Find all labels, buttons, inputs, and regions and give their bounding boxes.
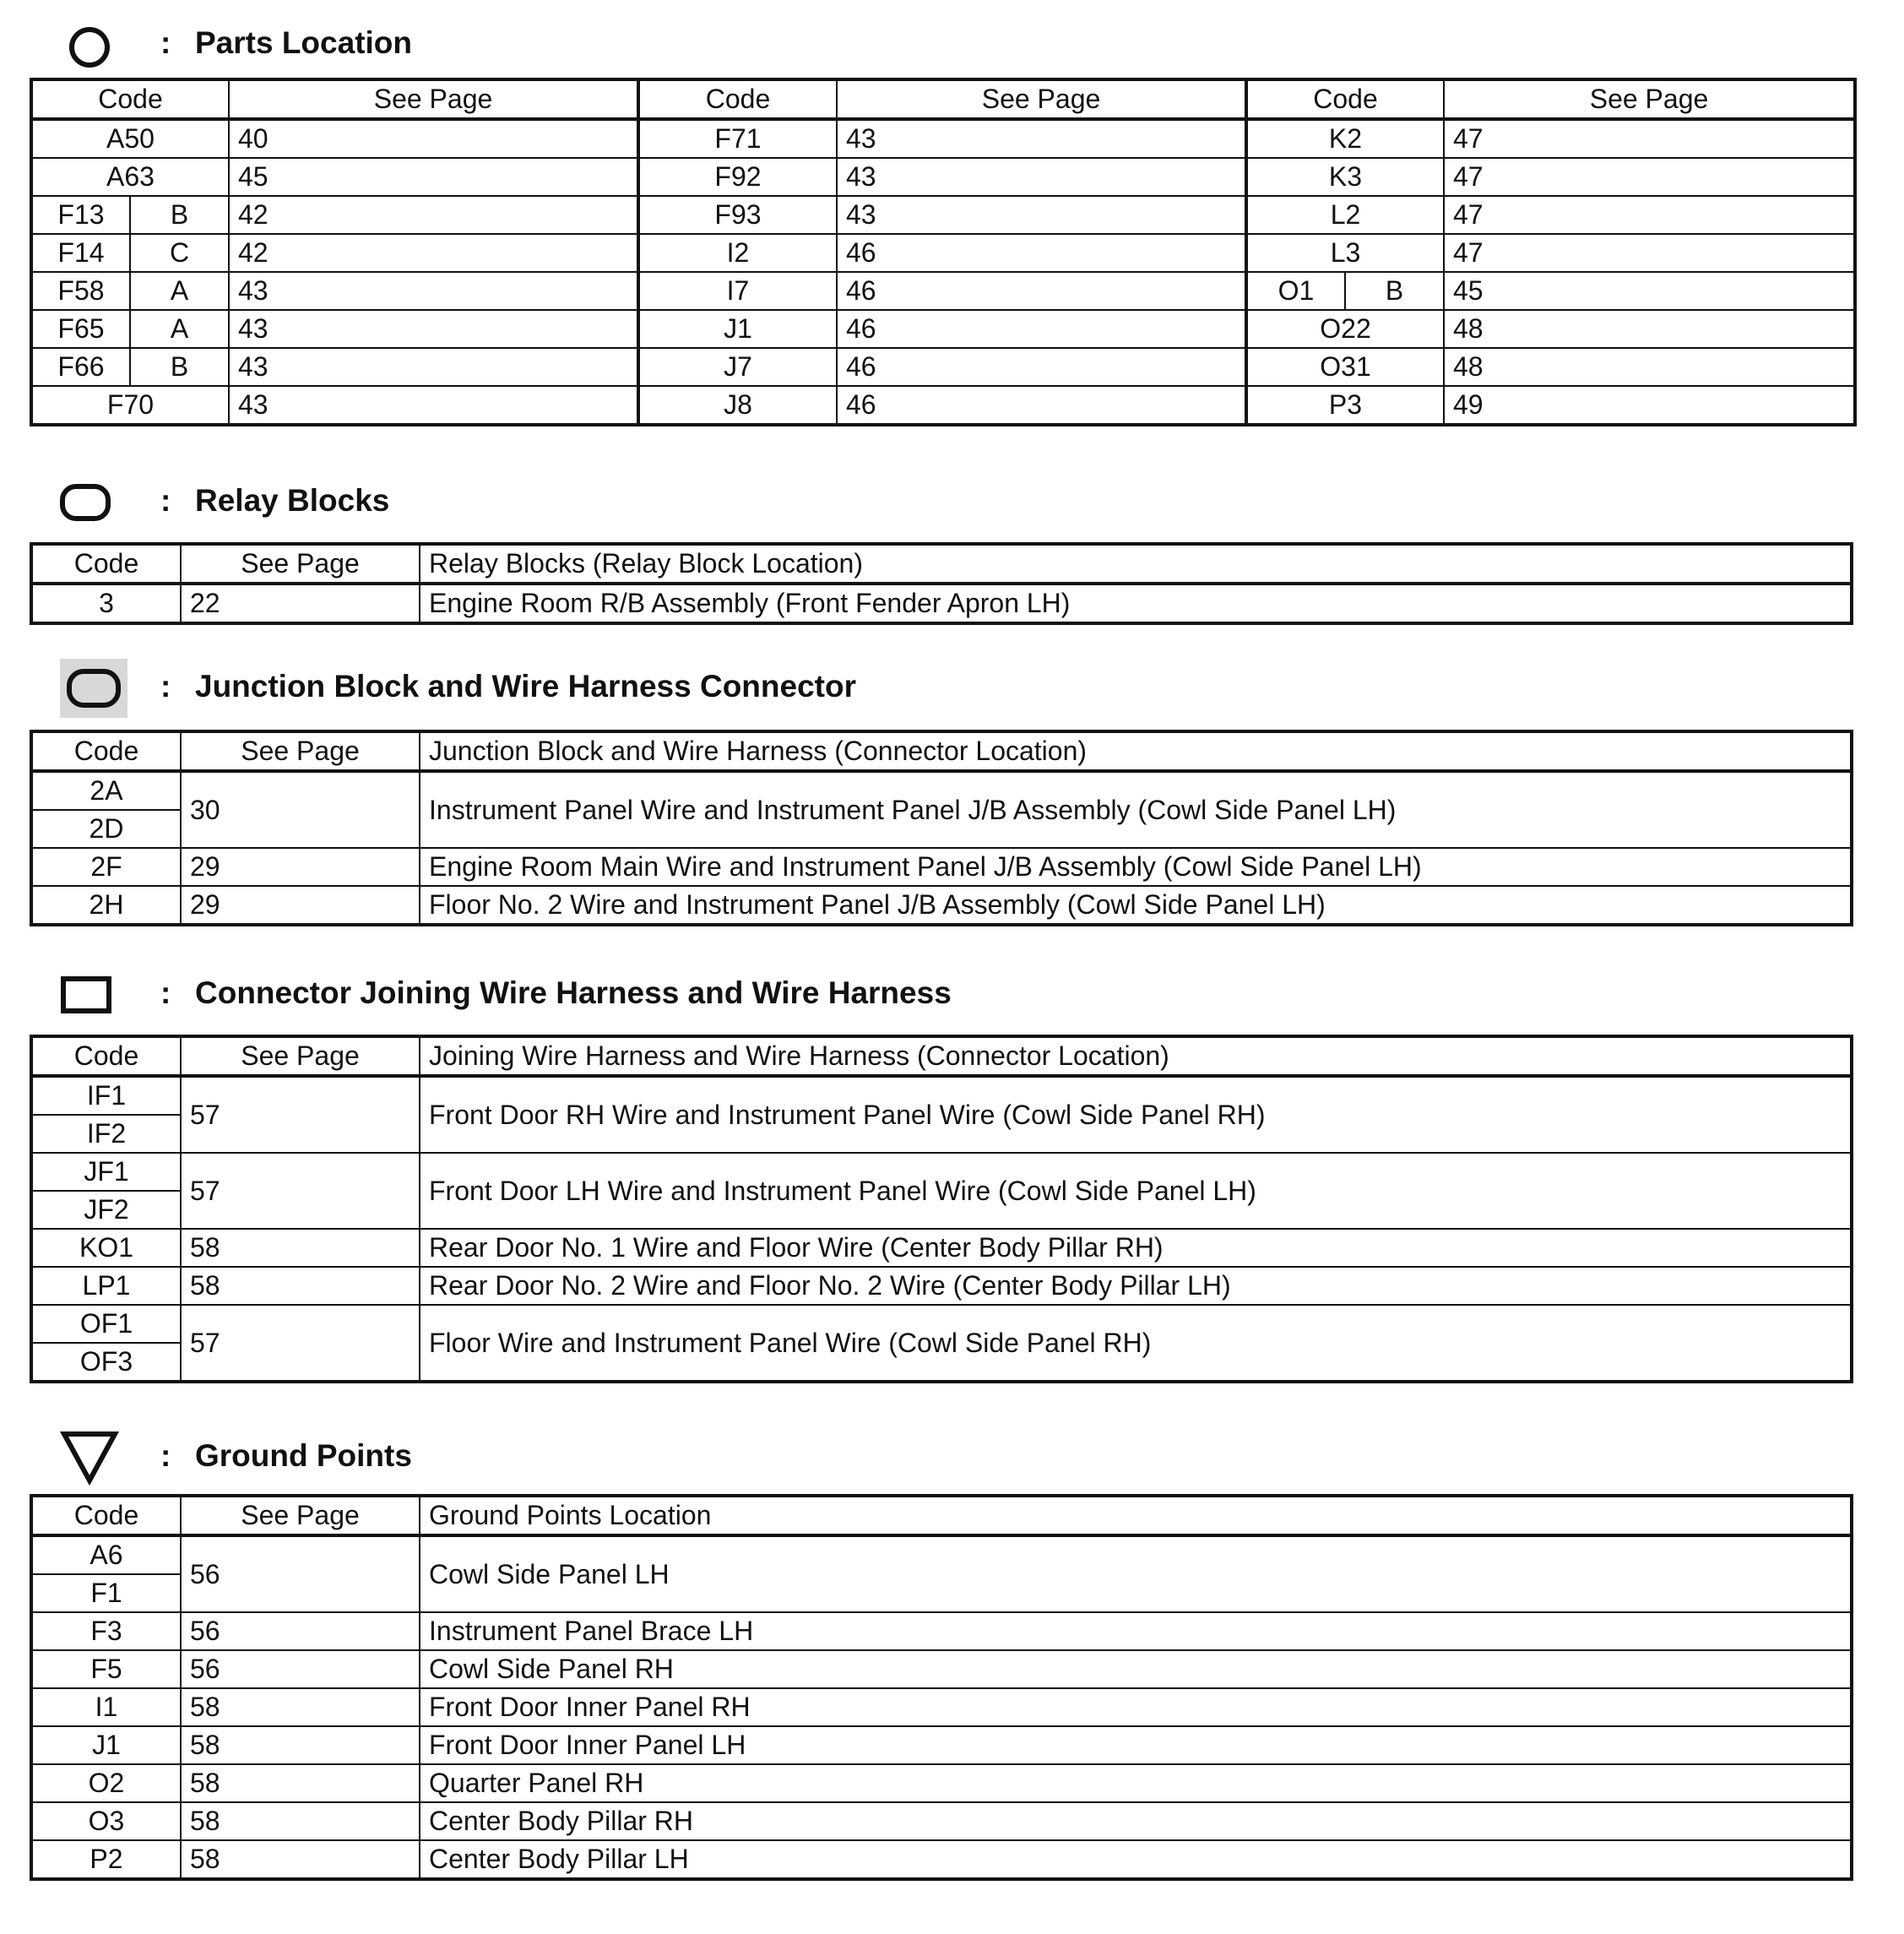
row-code: 2F [31, 848, 181, 886]
parts-location-header-row [31, 79, 1855, 119]
part-see-page: 46 [837, 272, 1246, 310]
row-code: OF1 [31, 1305, 181, 1343]
row-see-page: 56 [181, 1535, 420, 1612]
part-see-page: 46 [837, 310, 1246, 348]
parts-location-table [30, 78, 1857, 426]
row-code: J1 [31, 1726, 181, 1764]
connector-joining-section [30, 965, 1853, 1383]
row-code: 2H [31, 886, 181, 925]
table-row [31, 886, 1852, 925]
table-row [31, 348, 1855, 386]
table-row [31, 848, 1852, 886]
row-code: F1 [31, 1574, 181, 1612]
part-see-page: 48 [1444, 310, 1855, 348]
part-see-page: 43 [837, 158, 1246, 196]
row-see-page: 57 [181, 1305, 420, 1382]
table-row [31, 119, 1855, 158]
part-code: F13 [31, 196, 130, 234]
row-see-page: 22 [181, 584, 420, 623]
part-sub-code: B [1345, 272, 1444, 310]
row-code: OF3 [31, 1343, 181, 1382]
junction-block-colon: : [160, 669, 171, 704]
table-row [31, 1764, 1852, 1802]
part-see-page: 49 [1444, 386, 1855, 425]
part-sub-code: B [130, 196, 229, 234]
row-see-page: 29 [181, 886, 420, 925]
part-see-page: 43 [229, 272, 638, 310]
part-sub-code: C [130, 234, 229, 272]
table-row [31, 1535, 1852, 1574]
part-sub-code: B [130, 348, 229, 386]
relay-blocks-title: Relay Blocks [195, 483, 390, 518]
row-code: 2A [31, 771, 181, 810]
table-row [31, 1229, 1852, 1267]
part-code: F58 [31, 272, 130, 310]
part-code: P3 [1246, 386, 1444, 425]
row-see-page: 56 [181, 1650, 420, 1688]
connector-joining-title: Connector Joining Wire Harness and Wire Harness [195, 975, 952, 1010]
row-code: IF2 [31, 1115, 181, 1153]
relay-blocks-heading [30, 473, 1853, 529]
part-see-page: 46 [837, 234, 1246, 272]
row-code: O2 [31, 1764, 181, 1802]
row-code: A6 [31, 1535, 181, 1574]
part-code: I7 [638, 272, 837, 310]
col-header-code: Code [31, 1496, 181, 1535]
col-header-see-page: See Page [1444, 79, 1855, 119]
row-location: Quarter Panel RH [420, 1764, 1852, 1802]
row-location: Front Door LH Wire and Instrument Panel Wire (Cowl Side Panel LH) [420, 1153, 1852, 1229]
part-see-page: 43 [229, 348, 638, 386]
row-code: KO1 [31, 1229, 181, 1267]
relay-blocks-table [30, 542, 1853, 625]
relay-blocks-header-row [31, 544, 1852, 584]
part-see-page: 43 [837, 119, 1246, 158]
part-code: F70 [31, 386, 229, 425]
col-header-location: Ground Points Location [420, 1496, 1852, 1535]
row-location: Front Door Inner Panel RH [420, 1688, 1852, 1726]
connector-joining-heading [30, 965, 1853, 1021]
row-see-page: 58 [181, 1267, 420, 1305]
table-row [31, 310, 1855, 348]
row-location: Front Door Inner Panel LH [420, 1726, 1852, 1764]
row-location: Floor Wire and Instrument Panel Wire (Cowl Side Panel RH) [420, 1305, 1852, 1382]
part-code: F14 [31, 234, 130, 272]
row-location: Cowl Side Panel RH [420, 1650, 1852, 1688]
table-row [31, 771, 1852, 810]
connector-joining-colon: : [160, 975, 171, 1010]
row-see-page: 58 [181, 1764, 420, 1802]
table-row [31, 158, 1855, 196]
row-location: Instrument Panel Brace LH [420, 1612, 1852, 1650]
part-see-page: 43 [837, 196, 1246, 234]
row-code: JF1 [31, 1153, 181, 1191]
col-header-see-page: See Page [837, 79, 1246, 119]
parts-location-title: Parts Location [195, 25, 412, 60]
part-code: A50 [31, 119, 229, 158]
row-location: Rear Door No. 1 Wire and Floor Wire (Center Body Pillar RH) [420, 1229, 1852, 1267]
parts-location-colon: : [160, 25, 171, 60]
table-row [31, 234, 1855, 272]
part-code: K2 [1246, 119, 1444, 158]
row-location: Cowl Side Panel LH [420, 1535, 1852, 1612]
part-code: O22 [1246, 310, 1444, 348]
row-location: Engine Room Main Wire and Instrument Panel J/B Assembly (Cowl Side Panel LH) [420, 848, 1852, 886]
part-see-page: 46 [837, 386, 1246, 425]
part-sub-code: A [130, 310, 229, 348]
table-row [31, 1612, 1852, 1650]
part-see-page: 45 [1444, 272, 1855, 310]
triangle-icon [60, 1430, 119, 1486]
row-code: I1 [31, 1688, 181, 1726]
row-location: Floor No. 2 Wire and Instrument Panel J/B Assembly (Cowl Side Panel LH) [420, 886, 1852, 925]
col-header-code: Code [31, 731, 181, 771]
row-code: F3 [31, 1612, 181, 1650]
part-code: O1 [1246, 272, 1345, 310]
part-code: L3 [1246, 234, 1444, 272]
part-code: F66 [31, 348, 130, 386]
relay-blocks-colon: : [160, 483, 171, 518]
part-code: F71 [638, 119, 837, 158]
parts-location-section [30, 17, 1853, 426]
part-code: K3 [1246, 158, 1444, 196]
junction-block-table [30, 730, 1853, 926]
part-see-page: 47 [1444, 234, 1855, 272]
part-see-page: 42 [229, 234, 638, 272]
junction-block-header-row [31, 731, 1852, 771]
row-code: P2 [31, 1840, 181, 1879]
part-code: L2 [1246, 196, 1444, 234]
row-see-page: 57 [181, 1076, 420, 1153]
table-row [31, 1267, 1852, 1305]
part-see-page: 46 [837, 348, 1246, 386]
table-row [31, 1153, 1852, 1191]
ground-points-section [30, 1430, 1853, 1881]
row-code: LP1 [31, 1267, 181, 1305]
col-header-code: Code [638, 79, 837, 119]
part-see-page: 45 [229, 158, 638, 196]
part-sub-code: A [130, 272, 229, 310]
shaded-rounded-rect-icon [60, 659, 127, 718]
row-location: Instrument Panel Wire and Instrument Panel J/B Assembly (Cowl Side Panel LH) [420, 771, 1852, 848]
junction-block-section [30, 659, 1853, 926]
part-see-page: 47 [1444, 119, 1855, 158]
relay-blocks-section [30, 473, 1853, 625]
col-header-location: Junction Block and Wire Harness (Connector Location) [420, 731, 1852, 771]
ground-points-header-row [31, 1496, 1852, 1535]
row-see-page: 58 [181, 1802, 420, 1840]
table-row [31, 1726, 1852, 1764]
table-row [31, 1305, 1852, 1343]
part-code: F65 [31, 310, 130, 348]
part-code: J8 [638, 386, 837, 425]
part-code: I2 [638, 234, 837, 272]
row-location: Engine Room R/B Assembly (Front Fender Apron LH) [420, 584, 1852, 623]
col-header-see-page: See Page [181, 544, 420, 584]
table-row [31, 272, 1855, 310]
row-code: O3 [31, 1802, 181, 1840]
col-header-code: Code [31, 1036, 181, 1076]
col-header-location: Joining Wire Harness and Wire Harness (Connector Location) [420, 1036, 1852, 1076]
ground-points-title: Ground Points [195, 1438, 412, 1473]
rounded-rect-icon [59, 483, 111, 522]
row-location: Center Body Pillar LH [420, 1840, 1852, 1879]
table-row [31, 1076, 1852, 1115]
part-code: F93 [638, 196, 837, 234]
table-row [31, 386, 1855, 425]
col-header-code: Code [31, 544, 181, 584]
part-see-page: 47 [1444, 196, 1855, 234]
row-location: Front Door RH Wire and Instrument Panel Wire (Cowl Side Panel RH) [420, 1076, 1852, 1153]
part-code: O31 [1246, 348, 1444, 386]
table-row [31, 196, 1855, 234]
table-row [31, 1688, 1852, 1726]
parts-location-heading [30, 17, 1853, 73]
row-see-page: 56 [181, 1612, 420, 1650]
connector-joining-table [30, 1035, 1853, 1383]
row-see-page: 29 [181, 848, 420, 886]
row-see-page: 58 [181, 1688, 420, 1726]
part-see-page: 43 [229, 386, 638, 425]
table-row [31, 1802, 1852, 1840]
col-header-code: Code [31, 79, 229, 119]
part-see-page: 43 [229, 310, 638, 348]
col-header-see-page: See Page [229, 79, 638, 119]
row-code: 3 [31, 584, 181, 623]
junction-block-heading [30, 659, 1853, 714]
part-code: A63 [31, 158, 229, 196]
row-see-page: 58 [181, 1840, 420, 1879]
row-code: IF1 [31, 1076, 181, 1115]
junction-block-title: Junction Block and Wire Harness Connector [195, 669, 856, 704]
part-see-page: 40 [229, 119, 638, 158]
ground-points-heading [30, 1430, 1853, 1486]
part-code: J1 [638, 310, 837, 348]
part-see-page: 48 [1444, 348, 1855, 386]
col-header-see-page: See Page [181, 731, 420, 771]
rectangle-icon [60, 975, 112, 1014]
table-row [31, 584, 1852, 623]
ground-points-table [30, 1494, 1853, 1881]
col-header-code: Code [1246, 79, 1444, 119]
row-code: 2D [31, 810, 181, 848]
part-see-page: 47 [1444, 158, 1855, 196]
connector-joining-header-row [31, 1036, 1852, 1076]
col-header-see-page: See Page [181, 1496, 420, 1535]
part-code: F92 [638, 158, 837, 196]
row-see-page: 57 [181, 1153, 420, 1229]
circle-icon [68, 25, 111, 69]
row-location: Center Body Pillar RH [420, 1802, 1852, 1840]
row-see-page: 58 [181, 1726, 420, 1764]
row-location: Rear Door No. 2 Wire and Floor No. 2 Wire (Center Body Pillar LH) [420, 1267, 1852, 1305]
ground-points-colon: : [160, 1438, 171, 1473]
col-header-see-page: See Page [181, 1036, 420, 1076]
part-see-page: 42 [229, 196, 638, 234]
row-code: JF2 [31, 1191, 181, 1229]
row-see-page: 30 [181, 771, 420, 848]
table-row [31, 1650, 1852, 1688]
col-header-location: Relay Blocks (Relay Block Location) [420, 544, 1852, 584]
part-code: J7 [638, 348, 837, 386]
table-row [31, 1840, 1852, 1879]
row-code: F5 [31, 1650, 181, 1688]
row-see-page: 58 [181, 1229, 420, 1267]
